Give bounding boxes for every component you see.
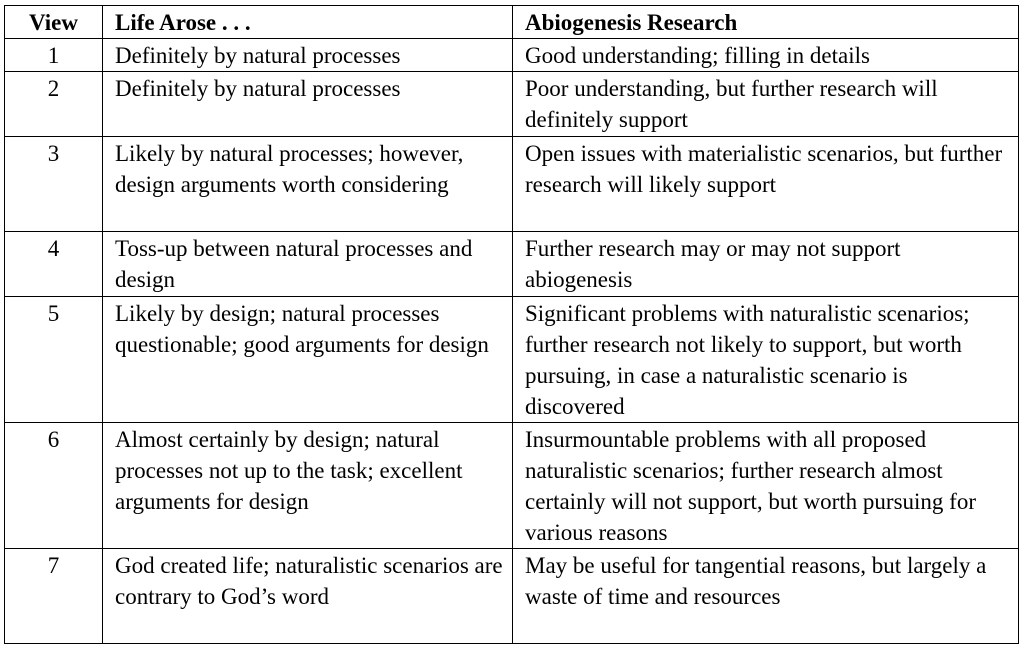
table-row: [5, 423, 1019, 549]
view-number: 7: [5, 549, 103, 644]
life-arose-cell: Definitely by natural processes: [103, 39, 513, 72]
table-row: [5, 297, 1019, 423]
life-arose-cell: Almost certainly by design; natural processes not up to the task; excellent arguments for design: [103, 423, 513, 549]
life-arose-cell: God created life; naturalistic scenarios are contrary to God’s word: [103, 549, 513, 644]
table-header: [5, 6, 1019, 39]
table-row: [5, 39, 1019, 72]
view-number: 6: [5, 423, 103, 549]
table-row: [5, 137, 1019, 232]
life-arose-cell: Definitely by natural processes: [103, 72, 513, 137]
research-cell: Further research may or may not support abiogenesis: [513, 232, 1019, 297]
header-view: View: [5, 6, 103, 39]
table-row: [5, 232, 1019, 297]
research-cell: Good understanding; filling in details: [513, 39, 1019, 72]
life-arose-cell: Likely by design; natural processes questionable; good arguments for design: [103, 297, 513, 423]
table-body: [5, 39, 1019, 644]
view-number: 3: [5, 137, 103, 232]
research-cell: Poor understanding, but further research will definitely support: [513, 72, 1019, 137]
view-number: 2: [5, 72, 103, 137]
life-arose-cell: Likely by natural processes; however, design arguments worth considering: [103, 137, 513, 232]
research-cell: May be useful for tangential reasons, but largely a waste of time and resources: [513, 549, 1019, 644]
view-number: 5: [5, 297, 103, 423]
header-life-arose: Life Arose . . .: [103, 6, 513, 39]
life-arose-cell: Toss-up between natural processes and design: [103, 232, 513, 297]
research-cell: Insurmountable problems with all proposed naturalistic scenarios; further research almost certainly will not support, but worth pursuing for various reasons: [513, 423, 1019, 549]
header-row: [5, 6, 1019, 39]
views-table: [4, 5, 1019, 644]
research-cell: Open issues with materialistic scenarios, but further research will likely support: [513, 137, 1019, 232]
header-abiogenesis-research: Abiogenesis Research: [513, 6, 1019, 39]
view-number: 1: [5, 39, 103, 72]
table-row: [5, 549, 1019, 644]
view-number: 4: [5, 232, 103, 297]
table-row: [5, 72, 1019, 137]
research-cell: Significant problems with naturalistic scenarios; further research not likely to support, but worth pursuing, in case a naturalistic scenario is discovered: [513, 297, 1019, 423]
